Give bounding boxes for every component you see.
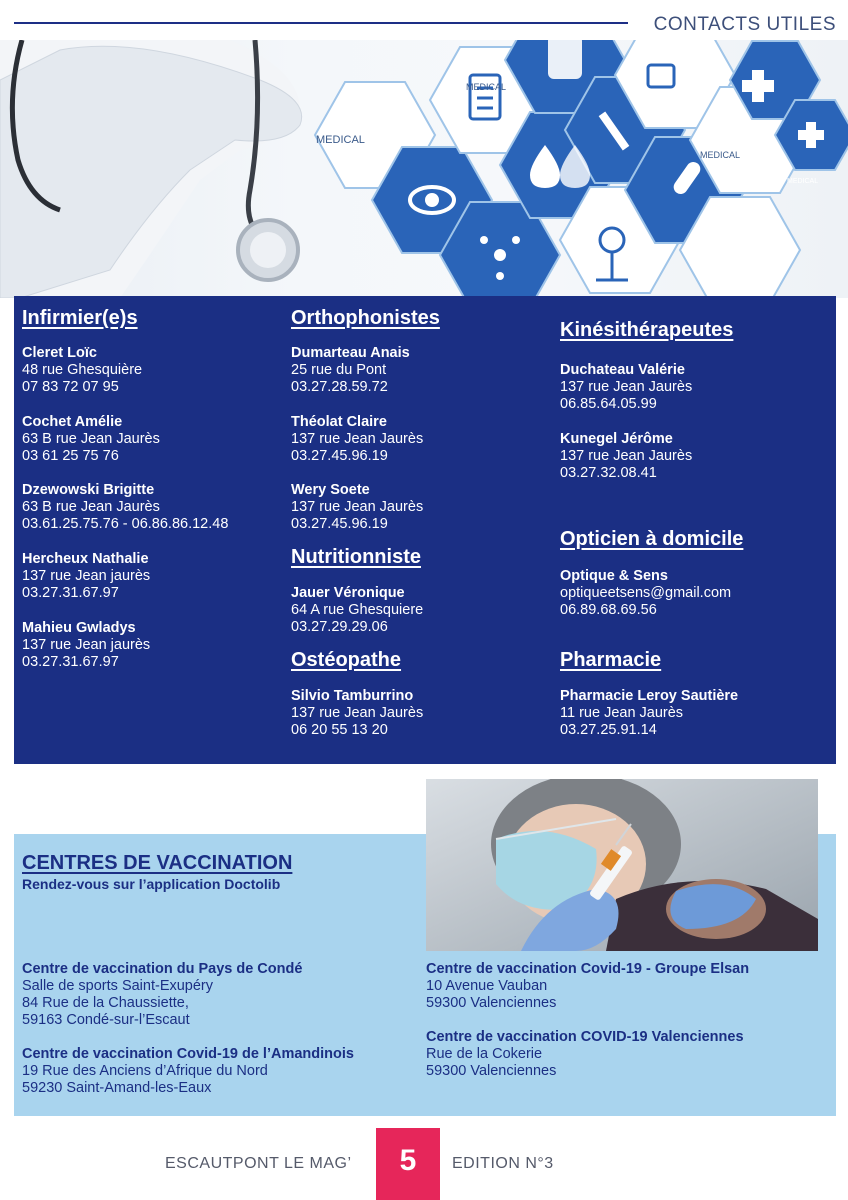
contact-entry [291,482,423,533]
contact-entry [22,551,150,602]
contact-phone: 07 83 72 07 95 [22,379,119,395]
contact-name: Pharmacie Leroy Sautière [560,688,739,704]
osteopathe-heading: Ostéopathe [291,649,402,671]
center-name: Centre de vaccination Covid-19 de l’Amandinois [22,1046,354,1062]
svg-text:MEDICAL: MEDICAL [316,134,365,146]
contact-name: Hercheux Nathalie [22,551,149,567]
contact-phone: 03.27.31.67.97 [22,585,119,601]
center-address-line: 19 Rue des Anciens d’Afrique du Nord [22,1063,268,1079]
contact-name: Wery Soete [291,482,370,498]
vaccination-photo [426,779,818,951]
orthophonistes-heading: Orthophonistes [291,307,440,329]
contact-address: 137 rue Jean jaurès [22,637,151,653]
contacts-panel [14,296,836,764]
center-address-line: Salle de sports Saint-Exupéry [22,978,214,994]
contact-name: Optique & Sens [560,568,668,584]
contact-name: Silvio Tamburrino [291,688,414,704]
kine-heading: Kinésithérapeutes [560,319,734,341]
contact-address: 63 B rue Jean Jaurès [22,499,160,515]
center-address-line: Rue de la Cokerie [426,1046,543,1062]
contact-phone: 03.61.25.75.76 - 06.86.86.12.48 [22,516,229,532]
contact-entry [560,431,692,482]
contact-name: Kunegel Jérôme [560,431,673,447]
contact-address: 137 rue Jean jaurès [22,568,151,584]
footer-magazine-name: ESCAUTPONT LE MAG’ [165,1155,352,1172]
center-address-line: 59230 Saint-Amand-les-Eaux [22,1080,212,1096]
contact-entry [291,414,423,465]
contact-phone: 06.85.64.05.99 [560,396,657,412]
contact-phone: 03.27.29.29.06 [291,619,388,635]
contact-entry [22,620,150,671]
vaccination-subtitle: Rendez-vous sur l’application Doctolib [22,876,281,892]
contact-entry [560,362,692,413]
contact-phone: 03.27.31.67.97 [22,654,119,670]
contact-phone: 03.27.32.08.41 [560,465,657,481]
opticien-heading: Opticien à domicile [560,528,744,550]
vaccination-heading: CENTRES DE VACCINATION [22,852,293,874]
center-address-line: 10 Avenue Vauban [426,978,548,994]
center-name: Centre de vaccination COVID-19 Valenciennes [426,1029,744,1045]
nutritionniste-heading: Nutritionniste [291,546,421,568]
contact-name: Mahieu Gwladys [22,620,136,636]
svg-text:MEDICAL: MEDICAL [700,150,741,160]
contact-entry [291,345,410,396]
contact-name: Jauer Véronique [291,585,405,601]
contact-address: 11 rue Jean Jaurès [560,705,684,721]
contact-phone: 03.27.25.91.14 [560,722,657,738]
hero-image [0,40,848,298]
contact-entry [22,414,160,465]
contact-address: 25 rue du Pont [291,362,387,378]
contact-entry [291,688,423,739]
contact-address: 48 rue Ghesquière [22,362,143,378]
contact-address: 137 rue Jean Jaurès [291,499,424,515]
contact-phone: 03.27.28.59.72 [291,379,388,395]
svg-text:MEDICAL: MEDICAL [787,178,819,185]
contact-entry [560,688,738,739]
contact-phone: 03.27.45.96.19 [291,448,388,464]
contact-entry [560,568,731,619]
contact-address: 137 rue Jean Jaurès [291,705,424,721]
contact-entry [291,585,423,636]
contact-address: 64 A rue Ghesquiere [291,602,424,618]
contact-name: Duchateau Valérie [560,362,685,378]
vaccination-illustration [426,779,818,951]
contact-phone: 06.89.68.69.56 [560,602,657,618]
contact-address: 63 B rue Jean Jaurès [22,431,160,447]
contact-name: Cleret Loïc [22,345,97,361]
header-rule [14,22,628,24]
contact-address: 137 rue Jean Jaurès [291,431,424,447]
center-address-line: 59300 Valenciennes [426,1063,557,1079]
vaccination-center [22,1046,354,1097]
center-name: Centre de vaccination Covid-19 - Groupe Elsan [426,961,750,977]
infirmiers-heading: Infirmier(e)s [22,307,138,329]
svg-text:MEDICAL: MEDICAL [466,82,507,92]
contact-name: Cochet Amélie [22,414,123,430]
contact-entry [22,482,228,533]
contact-address: 137 rue Jean Jaurès [560,448,693,464]
center-address-line: 59163 Condé-sur-l’Escaut [22,1012,190,1028]
contact-phone: 03.27.45.96.19 [291,516,388,532]
contact-name: Théolat Claire [291,414,387,430]
contact-address: 137 rue Jean Jaurès [560,379,693,395]
section-title: CONTACTS UTILES [653,14,836,35]
contact-email[interactable]: optiqueetsens@gmail.com [560,585,732,601]
medical-hexagon-illustration [0,40,848,298]
vaccination-center [426,961,749,1012]
page-number: 5 [376,1128,440,1200]
pharmacie-heading: Pharmacie [560,649,662,671]
center-name: Centre de vaccination du Pays de Condé [22,961,303,977]
footer-edition: EDITION N°3 [452,1155,554,1172]
vaccination-center [426,1029,744,1080]
contact-name: Dzewowski Brigitte [22,482,155,498]
contact-entry [22,345,142,396]
contact-name: Dumarteau Anais [291,345,410,361]
vaccination-center [22,961,302,1029]
center-address-line: 84 Rue de la Chaussiette, [22,995,189,1011]
contact-phone: 06 20 55 13 20 [291,722,388,738]
contact-phone: 03 61 25 75 76 [22,448,119,464]
center-address-line: 59300 Valenciennes [426,995,557,1011]
